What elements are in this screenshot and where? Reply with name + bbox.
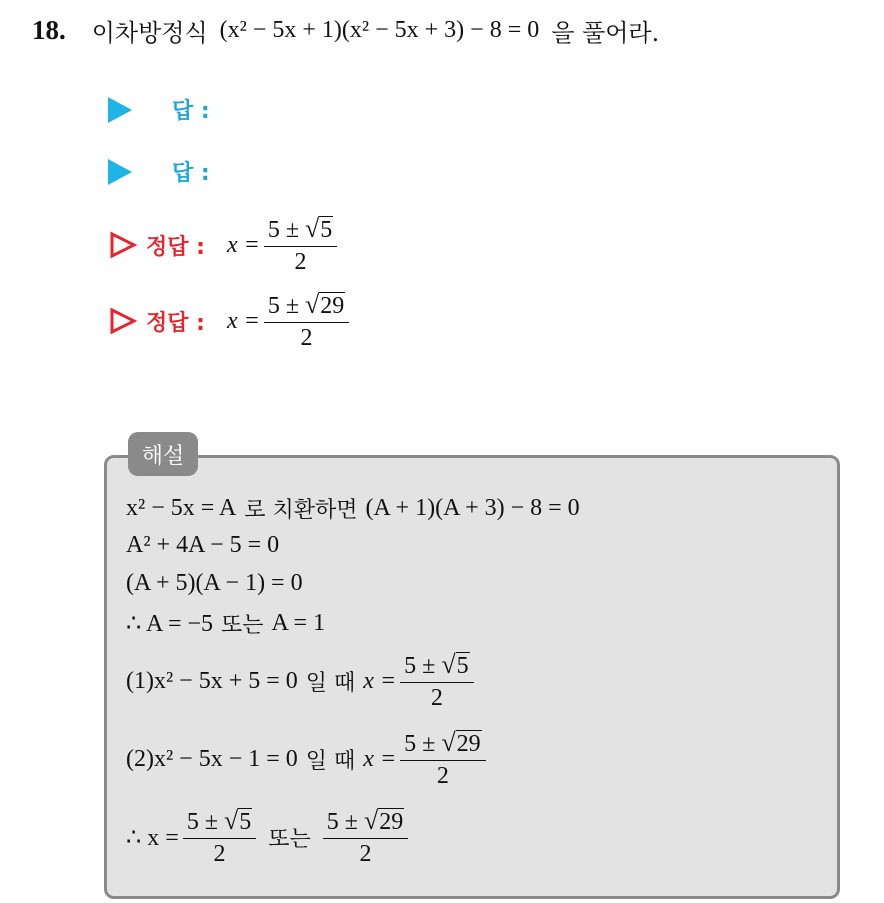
case2-lhs: x = — [363, 745, 397, 772]
fraction-numerator-prefix: 5 ± — [267, 293, 305, 319]
final-lhs: ∴ x = — [126, 824, 179, 851]
radicand: 29 — [456, 731, 481, 757]
sqrt-symbol: √29 — [441, 728, 481, 757]
fraction-denominator: 2 — [359, 841, 372, 867]
when-word: 일 때 — [305, 670, 356, 696]
sqrt-symbol: √29 — [305, 290, 345, 319]
correct-answer-row-2 — [108, 290, 353, 352]
explanation-line-4 — [126, 608, 325, 639]
outline-triangle-icon — [108, 306, 138, 336]
triangle-marker-icon — [108, 97, 132, 123]
explanation-line-1 — [126, 493, 580, 524]
correct-answer-label: 정답 : — [146, 310, 205, 336]
fraction-denominator: 2 — [430, 685, 443, 711]
answer-lhs: x = — [226, 231, 260, 258]
answer-fraction — [264, 290, 349, 352]
explanation-line-6 — [126, 728, 490, 790]
case1-fraction — [400, 650, 473, 712]
explanation-line-5 — [126, 650, 478, 712]
explanation-line-3: (A + 5)(A − 1) = 0 — [126, 570, 303, 596]
radicand: 5 — [456, 653, 469, 679]
root-a1: ∴ A = −5 — [126, 611, 214, 637]
triangle-marker-icon — [108, 159, 132, 185]
question-suffix: 을 풀어라. — [551, 18, 660, 47]
fraction-numerator-prefix: 5 ± — [326, 809, 364, 835]
explanation-line-7 — [126, 806, 412, 868]
sqrt-symbol: √29 — [363, 806, 404, 835]
root-a2: A = 1 — [271, 610, 326, 636]
correct-answer-label: 정답 : — [146, 234, 205, 260]
case2-fraction — [400, 728, 485, 790]
substituted-equation: (A + 1)(A + 3) − 8 = 0 — [365, 495, 580, 521]
answer-label: 답 : — [172, 99, 210, 124]
case1-equation: (1)x² − 5x + 5 = 0 — [126, 667, 298, 694]
fraction-denominator: 2 — [436, 763, 449, 789]
fraction-numerator-prefix: 5 ± — [186, 809, 224, 835]
answer-input-row-2[interactable] — [108, 156, 210, 187]
answer-label: 답 : — [172, 161, 210, 186]
radicand: 5 — [320, 217, 333, 243]
radicand: 29 — [320, 293, 345, 319]
sqrt-symbol: √5 — [441, 650, 469, 679]
fraction-numerator-prefix: 5 ± — [267, 217, 305, 243]
explanation-tag: 해설 — [128, 432, 198, 476]
radicand: 5 — [239, 809, 252, 835]
fraction-denominator: 2 — [294, 249, 307, 275]
fraction-numerator-prefix: 5 ± — [404, 731, 442, 757]
outline-triangle-icon — [108, 230, 138, 260]
question-header — [32, 10, 659, 50]
fraction-denominator: 2 — [213, 841, 226, 867]
final-fraction-b — [323, 806, 408, 868]
question-equation: (x² − 5x + 1)(x² − 5x + 3) − 8 = 0 — [219, 16, 540, 43]
answer-input-row-1[interactable] — [108, 94, 210, 125]
final-fraction-a — [183, 806, 256, 868]
answer-lhs: x = — [226, 307, 260, 334]
case2-equation: (2)x² − 5x − 1 = 0 — [126, 745, 298, 772]
explanation-line-2: A² + 4A − 5 = 0 — [126, 532, 280, 558]
case1-lhs: x = — [363, 667, 397, 694]
correct-answer-row-1 — [108, 214, 341, 276]
substitution-word: 로 치환하면 — [244, 498, 358, 523]
question-number: 18. — [32, 14, 66, 45]
or-word: 또는 — [268, 826, 311, 852]
fraction-denominator: 2 — [300, 325, 313, 351]
sqrt-symbol: √5 — [223, 806, 252, 835]
radicand: 29 — [379, 809, 404, 835]
answer-fraction — [264, 214, 337, 276]
question-label: 이차방정식 — [91, 18, 208, 47]
sqrt-symbol: √5 — [305, 214, 333, 243]
when-word: 일 때 — [305, 748, 356, 774]
or-word: 또는 — [221, 613, 264, 638]
substitution: x² − 5x = A — [126, 495, 237, 521]
fraction-numerator-prefix: 5 ± — [404, 653, 442, 679]
